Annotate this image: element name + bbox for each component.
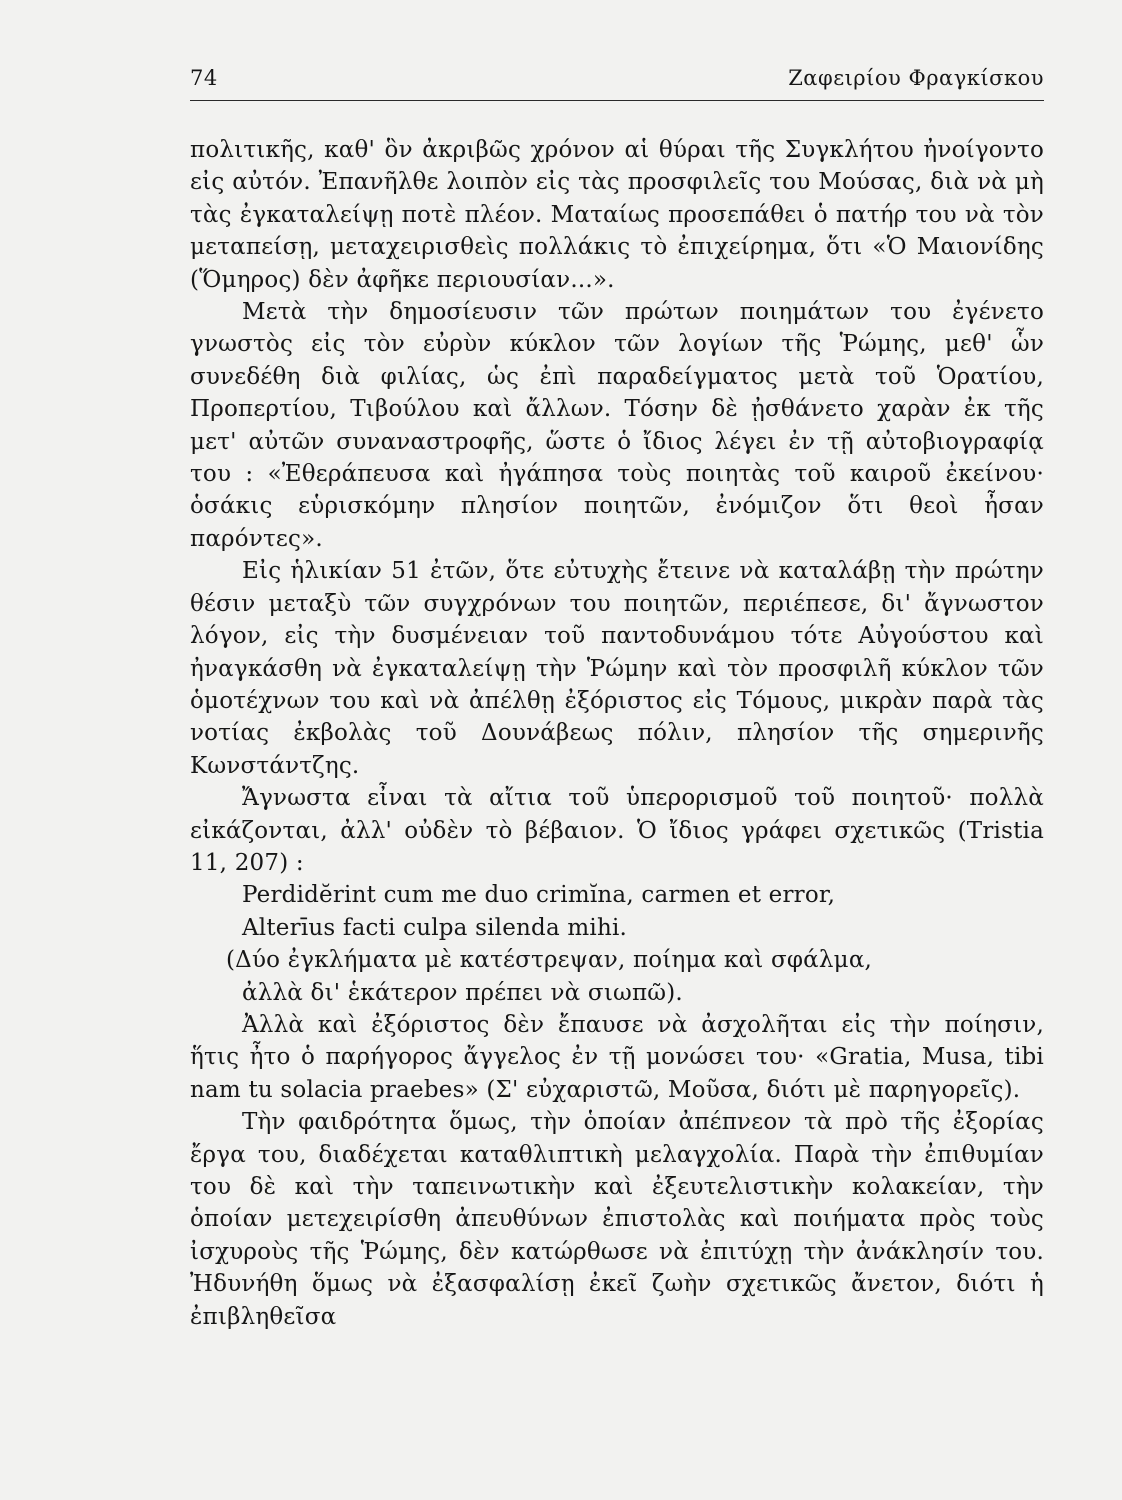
translation-line-2: ἀλλὰ δι' ἑκάτερον πρέπει νὰ σιωπῶ). — [242, 979, 683, 1006]
paragraph-causes: Ἄγνωστα εἶναι τὰ αἴτια τοῦ ὑπερορισμοῦ τοῦ ποιητοῦ· πολλὰ εἰκάζονται, ἀλλ' οὐδὲν τὸ βέβαιον. Ὁ ἴδιος γράφει σχετικῶς (Tristia 11, 207) : — [190, 785, 1044, 876]
page-number: 74 — [190, 66, 218, 90]
paragraph-literary-circle: Μετὰ τὴν δημοσίευσιν τῶν πρώτων ποιημάτων του ἐγένετο γνωστὸς εἰς τὸν εὐρὺν κύκλον τῶν λογίων τῆς Ῥώμης, μεθ' ὧν συνεδέθη διὰ φιλίας, ὡς ἐπὶ παραδείγματος μετὰ τοῦ Ὁρατίου, Προπερτίου, Τιβούλου καὶ ἄλλων. Τόσην δὲ ᾐσθάνετο χαρὰν ἐκ τῆς μετ' αὐτῶν συναναστροφῆς, ὥστε ὁ ἴδιος λέγει ἐν τῇ αὐτοβιογραφίᾳ του : «Ἐθεράπευσα καὶ ἠγάπησα τοὺς ποιητὰς τοῦ καιροῦ ἐκείνου· ὁσάκις εὑρισκόμην πλησίον ποιητῶν, ἐνόμιζον ὅτι θεοὶ ἦσαν παρόντες». — [190, 299, 1044, 552]
translation-line-1: (Δύο ἐγκλήματα μὲ κατέστρεψαν, ποίημα καὶ σφάλμα, — [226, 947, 873, 974]
verse-translation — [190, 944, 1044, 1009]
latin-verse — [190, 879, 1044, 944]
verse-line-2: Alterīus facti culpa silenda mihi. — [242, 914, 628, 941]
header-rule — [190, 100, 1044, 101]
paragraph-exile: Εἰς ἡλικίαν 51 ἐτῶν, ὅτε εὐτυχὴς ἔτεινε νὰ καταλάβῃ τὴν πρώτην θέσιν μεταξὺ τῶν συγχρόνων του ποιητῶν, περιέπεσε, δι' ἄγνωστον λόγον, εἰς τὴν δυσμένειαν τοῦ παντοδυνάμου τότε Αὐγούστου καὶ ἠναγκάσθη νὰ ἐγκαταλείψῃ τὴν Ῥώμην καὶ τὸν προσφιλῆ κύκλον τῶν ὁμοτέχνων του καὶ νὰ ἀπέλθῃ ἐξόριστος εἰς Τόμους, μικρὰν παρὰ τὰς νοτίας ἐκβολὰς τοῦ Δουνάβεως πόλιν, πλησίον τῆς σημερινῆς Κωνστάντζης. — [190, 558, 1044, 779]
paragraph-poetry-in-exile: Ἀλλὰ καὶ ἐξόριστος δὲν ἔπαυσε νὰ ἀσχολῆται εἰς τὴν ποίησιν, ἥτις ἦτο ὁ παρήγορος ἄγγελος ἐν τῇ μονώσει του· «Gratia, Musa, tibi nam tu solacia praebes» (Σ' εὐχαριστῶ, Μοῦσα, διότι μὲ παρηγορεῖς). — [190, 1011, 1044, 1103]
page-body — [190, 134, 1044, 1333]
running-title: Ζαφειρίου Φραγκίσκου — [788, 66, 1044, 90]
paragraph-continuation: πολιτικῆς, καθ' ὃν ἀκριβῶς χρόνον αἱ θύραι τῆς Συγκλήτου ἠνοίγοντο εἰς αὐτόν. Ἐπανῆλθε λοιπὸν εἰς τὰς προσφιλεῖς του Μούσας, διὰ νὰ μὴ τὰς ἐγκαταλείψῃ ποτὲ πλέον. Ματαίως προσεπάθει ὁ πατήρ του νὰ τὸν μεταπείσῃ, μεταχειρισθεὶς πολλάκις τὸ ἐπιχείρημα, ὅτι «Ὁ Μαιονίδης (Ὅμηρος) δὲν ἀφῆκε περιουσίαν...». — [190, 137, 1044, 293]
page-header — [190, 66, 1044, 90]
verse-line-1: Perdidĕrint cum me duo crimĭna, carmen et error, — [242, 882, 836, 909]
paragraph-melancholy: Τὴν φαιδρότητα ὅμως, τὴν ὁποίαν ἀπέπνεον τὰ πρὸ τῆς ἐξορίας ἔργα του, διαδέχεται καταθλιπτικὴ μελαγχολία. Παρὰ τὴν ἐπιθυμίαν του δὲ καὶ τὴν ταπεινωτικὴν καὶ ἐξευτελιστικὴν κολακείαν, τὴν ὁποίαν μετεχειρίσθη ἀπευθύνων ἐπιστολὰς καὶ ποιήματα πρὸς τοὺς ἰσχυροὺς τῆς Ῥώμης, δὲν κατώρθωσε νὰ ἐπιτύχῃ τὴν ἀνάκλησίν του. Ἠδυνήθη ὅμως νὰ ἐξασφαλίσῃ ἐκεῖ ζωὴν σχετικῶς ἄνετον, διότι ἡ ἐπιβληθεῖσα — [190, 1109, 1044, 1330]
